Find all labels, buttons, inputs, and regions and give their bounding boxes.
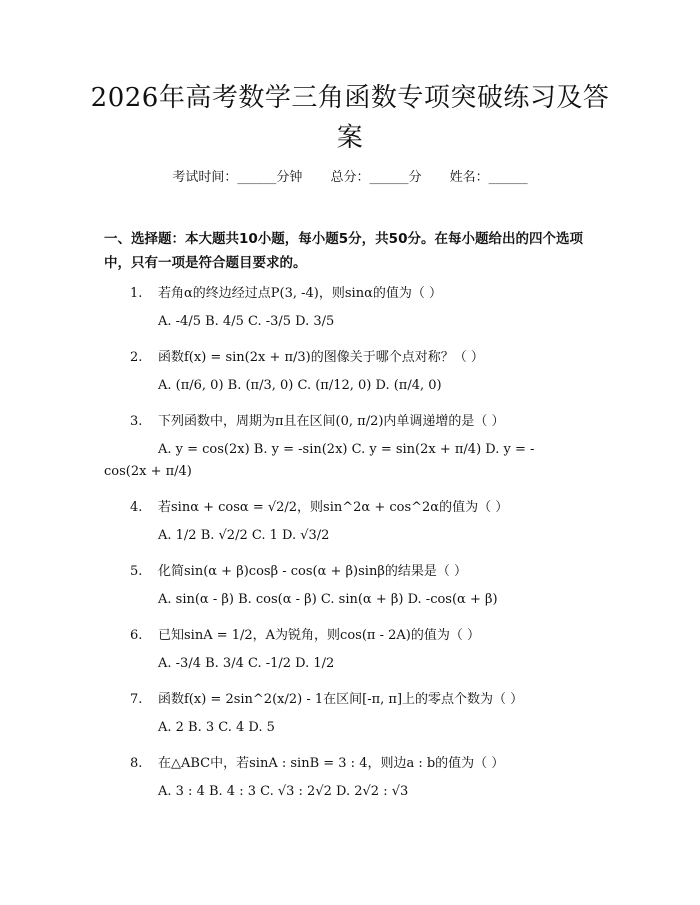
question-6-options: A. -3/4 B. 3/4 C. -1/2 D. 1/2 bbox=[158, 656, 335, 671]
question-1-options: A. -4/5 B. 4/5 C. -3/5 D. 3/5 bbox=[158, 314, 335, 329]
student-name: 姓名：______ bbox=[449, 170, 528, 185]
exam-score: 总分：______分 bbox=[330, 170, 422, 185]
question-3-options-continued: cos(2x + π/4) bbox=[104, 464, 192, 479]
question-text: 函数f(x) = 2sin^2(x/2) - 1在区间[-π, π]上的零点个数为（ ） bbox=[158, 692, 524, 707]
question-2-options: A. (π/6, 0) B. (π/3, 0) C. (π/12, 0) D. (π/4, 0) bbox=[158, 378, 442, 393]
question-3 bbox=[130, 410, 610, 429]
question-text: 化简sin(α + β)cosβ - cos(α + β)sinβ的结果是（ ） bbox=[158, 564, 467, 579]
question-3-options: A. y = cos(2x) B. y = -sin(2x) C. y = sin(2x + π/4) D. y = - bbox=[158, 442, 535, 457]
question-text: 在△ABC中，若sinA : sinB = 3 : 4，则边a : b的值为（ ） bbox=[158, 756, 505, 771]
question-number: 4. bbox=[130, 500, 143, 515]
page-title: 2026年高考数学三角函数专项突破练习及答案 bbox=[90, 83, 610, 153]
question-4 bbox=[130, 496, 610, 515]
question-1 bbox=[130, 282, 610, 301]
question-8 bbox=[130, 752, 610, 771]
question-5 bbox=[130, 560, 610, 579]
question-number: 2. bbox=[130, 350, 143, 365]
question-8-options: A. 3 : 4 B. 4 : 3 C. √3 : 2√2 D. 2√2 : √3 bbox=[158, 784, 409, 799]
section-heading: 一、选择题：本大题共10小题，每小题5分，共50分。在每小题给出的四个选项中，只有一项是符合题目要求的。 bbox=[104, 231, 583, 271]
question-text: 若角α的终边经过点P(3, -4)，则sinα的值为（ ） bbox=[158, 286, 442, 301]
question-7 bbox=[130, 688, 610, 707]
question-number: 3. bbox=[130, 414, 143, 429]
exam-meta bbox=[0, 166, 700, 185]
question-text: 下列函数中，周期为π且在区间(0, π/2)内单调递增的是（ ） bbox=[158, 414, 505, 429]
question-number: 8. bbox=[130, 756, 143, 771]
question-number: 7. bbox=[130, 692, 143, 707]
question-2 bbox=[130, 346, 610, 365]
question-7-options: A. 2 B. 3 C. 4 D. 5 bbox=[158, 720, 275, 735]
question-text: 若sinα + cosα = √2/2，则sin^2α + cos^2α的值为（ ） bbox=[158, 500, 509, 515]
question-5-options: A. sin(α - β) B. cos(α - β) C. sin(α + β) D. -cos(α + β) bbox=[158, 592, 498, 607]
exam-time: 考试时间：______分钟 bbox=[172, 170, 303, 185]
question-number: 5. bbox=[130, 564, 143, 579]
question-6 bbox=[130, 624, 610, 643]
question-4-options: A. 1/2 B. √2/2 C. 1 D. √3/2 bbox=[158, 528, 330, 543]
question-text: 已知sinA = 1/2，A为锐角，则cos(π - 2A)的值为（ ） bbox=[158, 628, 480, 643]
question-text: 函数f(x) = sin(2x + π/3)的图像关于哪个点对称？（ ） bbox=[158, 350, 484, 365]
question-number: 6. bbox=[130, 628, 143, 643]
question-number: 1. bbox=[130, 286, 143, 301]
